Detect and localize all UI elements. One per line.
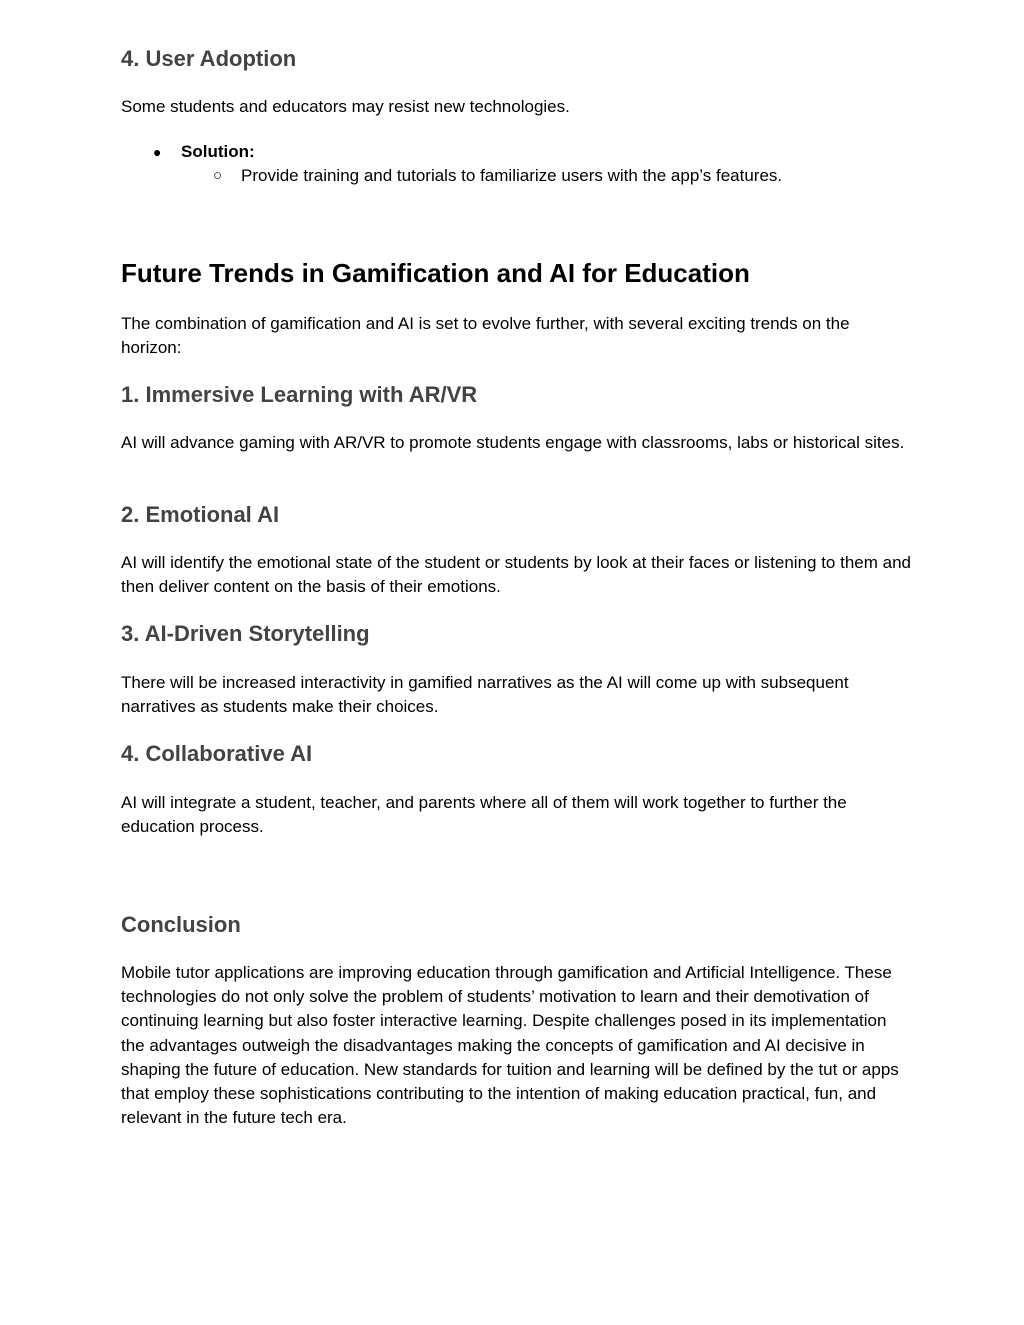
bullet-label-solution: Solution: [181, 142, 255, 161]
heading-conclusion: Conclusion [121, 912, 241, 937]
paragraph-user-adoption: Some students and educators may resist new technologies. [121, 97, 570, 116]
heading-future-trends: Future Trends in Gamification and AI for Education [121, 258, 750, 288]
paragraph-conclusion: Mobile tutor applications are improving education through gamification and Artificial Intelligence. These technologies do not only solve the problem of students’ motivation to learn and their demotivation of continuing learning but also foster interactive learning. Despite challenges posed in its implementation the advantages outweigh the disadvantages making the concepts of gamification and AI decisive in shaping the future of education. New standards for tuition and learning will be defined by the tut or apps that employ these sophistications contributing to the intention of making education practical, fun, and relevant in the future tech era. [121, 963, 899, 1128]
sub-bullet-text: Provide training and tutorials to familiarize users with the app’s features. [241, 166, 783, 185]
paragraph-immersive-learning: AI will advance gaming with AR/VR to promote students engage with classrooms, labs or historical sites. [121, 433, 905, 452]
paragraph-ai-storytelling: There will be increased interactivity in gamified narratives as the AI will come up with subsequent narratives as students make their choices. [121, 673, 849, 717]
heading-emotional-ai: 2. Emotional AI [121, 502, 280, 527]
paragraph-future-trends-intro: The combination of gamification and AI is set to evolve further, with several exciting trends on the horizon: [121, 314, 850, 358]
bullet-item-solution [153, 140, 255, 164]
paragraph-collaborative-ai: AI will integrate a student, teacher, and parents where all of them will work together to further the education process. [121, 793, 847, 837]
sub-bullet-item [213, 164, 783, 188]
bullet-dot-icon: ● [153, 144, 162, 160]
heading-ai-storytelling: 3. AI-Driven Storytelling [121, 621, 370, 646]
paragraph-emotional-ai: AI will identify the emotional state of the student or students by look at their faces or listening to them and then deliver content on the basis of their emotions. [121, 553, 911, 597]
heading-user-adoption: 4. User Adoption [121, 46, 297, 71]
heading-collaborative-ai: 4. Collaborative AI [121, 741, 313, 766]
bullet-circle-icon: ○ [213, 167, 223, 184]
heading-immersive-learning: 1. Immersive Learning with AR/VR [121, 382, 478, 407]
